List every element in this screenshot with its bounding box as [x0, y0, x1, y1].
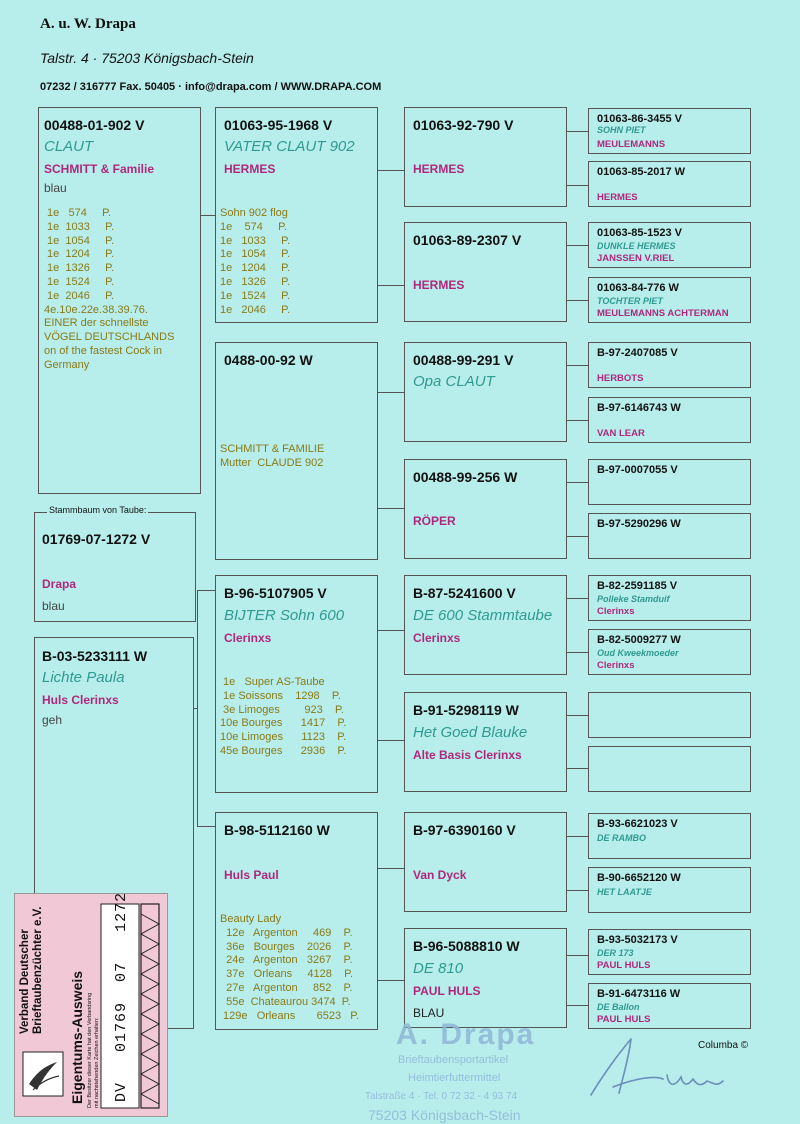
gg-card[interactable]	[588, 459, 751, 505]
subject-name: CLAUT	[44, 138, 94, 155]
g2-ring: 01063-89-2307 V	[413, 232, 522, 248]
g5-name: DE 600 Stammtaube	[413, 607, 553, 624]
g5-ring: B-87-5241600 V	[413, 585, 516, 601]
gg-ring: B-82-2591185 V	[597, 580, 678, 592]
gg-name: SOHN PIET	[597, 125, 646, 135]
gg-owner: Clerinxs	[597, 606, 635, 617]
gg-card[interactable]	[588, 161, 751, 207]
gg-owner: MEULEMANNS ACHTERMAN	[597, 308, 729, 319]
card-org	[19, 907, 45, 1034]
gg-ring: B-91-6473116 W	[597, 988, 681, 1000]
gg-card[interactable]	[588, 342, 751, 388]
gg-name: Oud Kweekmoeder	[597, 648, 679, 658]
f3-card[interactable]	[215, 575, 378, 793]
gg-owner: MEULEMANNS	[597, 139, 666, 150]
card-org-line1: Verband Deutscher	[19, 929, 31, 1034]
g8-color: BLAU	[413, 1006, 445, 1020]
subject-card[interactable]	[38, 107, 201, 494]
gg-card[interactable]	[588, 983, 751, 1029]
gg-name: TOCHTER PIET	[597, 296, 663, 306]
f2-card[interactable]	[215, 342, 378, 560]
gg-card[interactable]	[588, 397, 751, 443]
subject-ring: 00488-01-902 V	[44, 117, 145, 133]
gg-ring: B-97-0007055 V	[597, 464, 678, 476]
gg-owner: VAN LEAR	[597, 428, 645, 439]
card-note-line1: Der Besitzer dieser Karte hat den Verbandsring	[87, 992, 93, 1108]
stammbaum-label: Stammbaum von Taube:	[49, 505, 147, 515]
g8-owner: PAUL HULS	[413, 984, 481, 998]
g1-ring: 01063-92-790 V	[413, 117, 514, 133]
g7-card[interactable]	[404, 812, 567, 912]
card-num2: 07	[113, 961, 130, 982]
f1-card[interactable]	[215, 107, 378, 323]
gg-name: DER 173	[597, 948, 634, 958]
f2-notes: SCHMITT & FAMILIE Mutter CLAUDE 902	[220, 443, 325, 469]
gg-ring: B-93-5032173 V	[597, 934, 678, 946]
f3-ring: B-96-5107905 V	[224, 585, 327, 601]
mother-name: Lichte Paula	[42, 669, 125, 686]
gg-ring: B-97-2407085 V	[597, 347, 678, 359]
g4-owner: RÖPER	[413, 514, 456, 528]
subject-owner: SCHMITT & Familie	[44, 162, 155, 176]
mother-color: geh	[42, 713, 63, 727]
gg-ring: 01063-85-2017 W	[597, 166, 686, 178]
card-num1: 01769	[113, 1001, 130, 1052]
gg-name: DE RAMBO	[597, 833, 646, 843]
stammbaum-color: blau	[42, 599, 65, 613]
gg-ring: 01063-84-776 W	[597, 282, 679, 294]
gg-name: Polleke Stamduif	[597, 594, 670, 604]
stammbaum-owner: Drapa	[42, 577, 77, 591]
stamp-line2: Heimtierfuttermittel	[408, 1072, 501, 1084]
gg-ring: B-97-6146743 W	[597, 402, 681, 414]
g3-card[interactable]	[404, 342, 567, 442]
card-note-line2: mit nachstehenden Zeichen erhalten:	[94, 1017, 100, 1108]
g8-name: DE 810	[413, 960, 464, 977]
gg-ring: 01063-85-1523 V	[597, 227, 683, 239]
gg-card[interactable]	[588, 867, 751, 913]
gg-owner: Clerinxs	[597, 660, 635, 671]
gg-card[interactable]	[588, 929, 751, 975]
stamp-line3: Talstraße 4 · Tel. 0 72 32 - 4 93 74	[365, 1091, 518, 1102]
gg-card[interactable]	[588, 222, 751, 268]
g2-card[interactable]	[404, 222, 567, 322]
gg-name: DE Ballon	[597, 1002, 640, 1012]
gg-card[interactable]	[588, 813, 751, 859]
g6-owner: Alte Basis Clerinxs	[413, 748, 522, 762]
gg-owner: PAUL HULS	[597, 960, 651, 971]
f3-name: BIJTER Sohn 600	[224, 607, 345, 624]
g2-owner: HERMES	[413, 278, 465, 292]
f2-ring: 0488-00-92 W	[224, 352, 313, 368]
g6-name: Het Goed Blauke	[413, 724, 528, 741]
gg-card-empty[interactable]	[588, 746, 751, 792]
gg-card[interactable]	[588, 277, 751, 323]
stamp-line1: Brieftaubensportartikel	[398, 1054, 509, 1066]
gg-ring: B-82-5009277 W	[597, 634, 681, 646]
f4-owner: Huls Paul	[224, 868, 279, 882]
g4-ring: 00488-99-256 W	[413, 469, 518, 485]
card-note	[87, 993, 101, 1108]
g7-ring: B-97-6390160 V	[413, 822, 516, 838]
g1-card[interactable]	[404, 107, 567, 207]
g8-card[interactable]	[404, 928, 567, 1028]
ownership-card[interactable]	[14, 893, 168, 1117]
card-ring-number	[113, 892, 130, 1102]
g4-card[interactable]	[404, 459, 567, 559]
gg-card[interactable]	[588, 513, 751, 559]
g5-card[interactable]	[404, 575, 567, 675]
g6-card[interactable]	[404, 692, 567, 792]
gg-owner: JANSSEN V.RIEL	[597, 253, 675, 264]
signature	[583, 1035, 743, 1105]
g5-owner: Clerinxs	[413, 631, 461, 645]
stamp-title: A. Drapa	[396, 1018, 536, 1051]
gg-owner: PAUL HULS	[597, 1014, 651, 1025]
breeder-name: A. u. W. Drapa	[40, 16, 136, 32]
g1-owner: HERMES	[413, 162, 465, 176]
gg-ring: B-97-5290296 W	[597, 518, 681, 530]
subject-color: blau	[44, 181, 67, 195]
g3-name: Opa CLAUT	[413, 373, 495, 390]
gg-card-empty[interactable]	[588, 692, 751, 738]
copyright-credit: Columba ©	[698, 1040, 749, 1051]
g8-ring: B-96-5088810 W	[413, 938, 520, 954]
f3-results: 1e Super AS-Taube 1e Soissons 1298 P. 3e Limoges 923 P. 10e Bourges 1417 P. 10e Limoges 1123 P. 45e Bourges 2936 P.	[220, 676, 347, 757]
f1-name: VATER CLAUT 902	[224, 138, 355, 155]
gg-ring: B-90-6652120 W	[597, 872, 681, 884]
gg-card[interactable]	[588, 108, 751, 154]
subject-results: 1e 574 P. 1e 1033 P. 1e 1054 P. 1e 1204 P. 1e 1326 P. 1e 1524 P. 1e 2046 P. 4e.10e.22e.38.39.76. EINER der schnellste VÖGEL DEUTSCHLANDS on of the fastest Cock in Germany	[44, 207, 175, 371]
g7-owner: Van Dyck	[413, 868, 467, 882]
mother-owner: Huls Clerinxs	[42, 693, 119, 707]
gg-card[interactable]	[588, 629, 751, 675]
f4-results: Beauty Lady 12e Argenton 469 P. 36e Bourges 2026 P. 24e Argenton 3267 P. 37e Orleans 4128 P. 27e Argenton 852 P. 55e Chateaurou 3474 P. 129e Orleans 6523 P.	[220, 913, 360, 1022]
mother-ring: B-03-5233111 W	[42, 648, 148, 664]
card-dv: DV	[113, 1081, 130, 1102]
gg-ring: B-93-6621023 V	[597, 818, 678, 830]
f1-ring: 01063-95-1968 V	[224, 117, 333, 133]
f3-owner: Clerinxs	[224, 631, 272, 645]
gg-owner: HERBOTS	[597, 373, 644, 384]
f1-results: Sohn 902 flog 1e 574 P. 1e 1033 P. 1e 1054 P. 1e 1204 P. 1e 1326 P. 1e 1524 P. 1e 2046 P.	[220, 207, 291, 316]
gg-owner: HERMES	[597, 192, 638, 203]
stamp-line4: 75203 Königsbach-Stein	[368, 1107, 521, 1123]
gg-name: DUNKLE HERMES	[597, 241, 676, 251]
g3-ring: 00488-99-291 V	[413, 352, 514, 368]
gg-card[interactable]	[588, 575, 751, 621]
breeder-contact[interactable]: 07232 / 316777 Fax. 50405 · info@drapa.com / WWW.DRAPA.COM	[40, 81, 382, 93]
card-org-line2: Brieftaubenzüchter e.V.	[32, 906, 44, 1034]
g6-ring: B-91-5298119 W	[413, 702, 519, 718]
stammbaum-ring: 01769-07-1272 V	[42, 531, 151, 547]
card-num3: 1272	[113, 891, 130, 932]
f1-owner: HERMES	[224, 162, 276, 176]
stammbaum-card[interactable]	[34, 505, 196, 622]
card-title: Eigentums-Ausweis	[69, 970, 85, 1104]
f4-ring: B-98-5112160 W	[224, 822, 330, 838]
gg-name: HET LAATJE	[597, 887, 652, 897]
f4-card[interactable]	[215, 812, 378, 1030]
breeder-address: Talstr. 4 · 75203 Königsbach-Stein	[40, 50, 254, 66]
gg-ring: 01063-86-3455 V	[597, 113, 683, 125]
